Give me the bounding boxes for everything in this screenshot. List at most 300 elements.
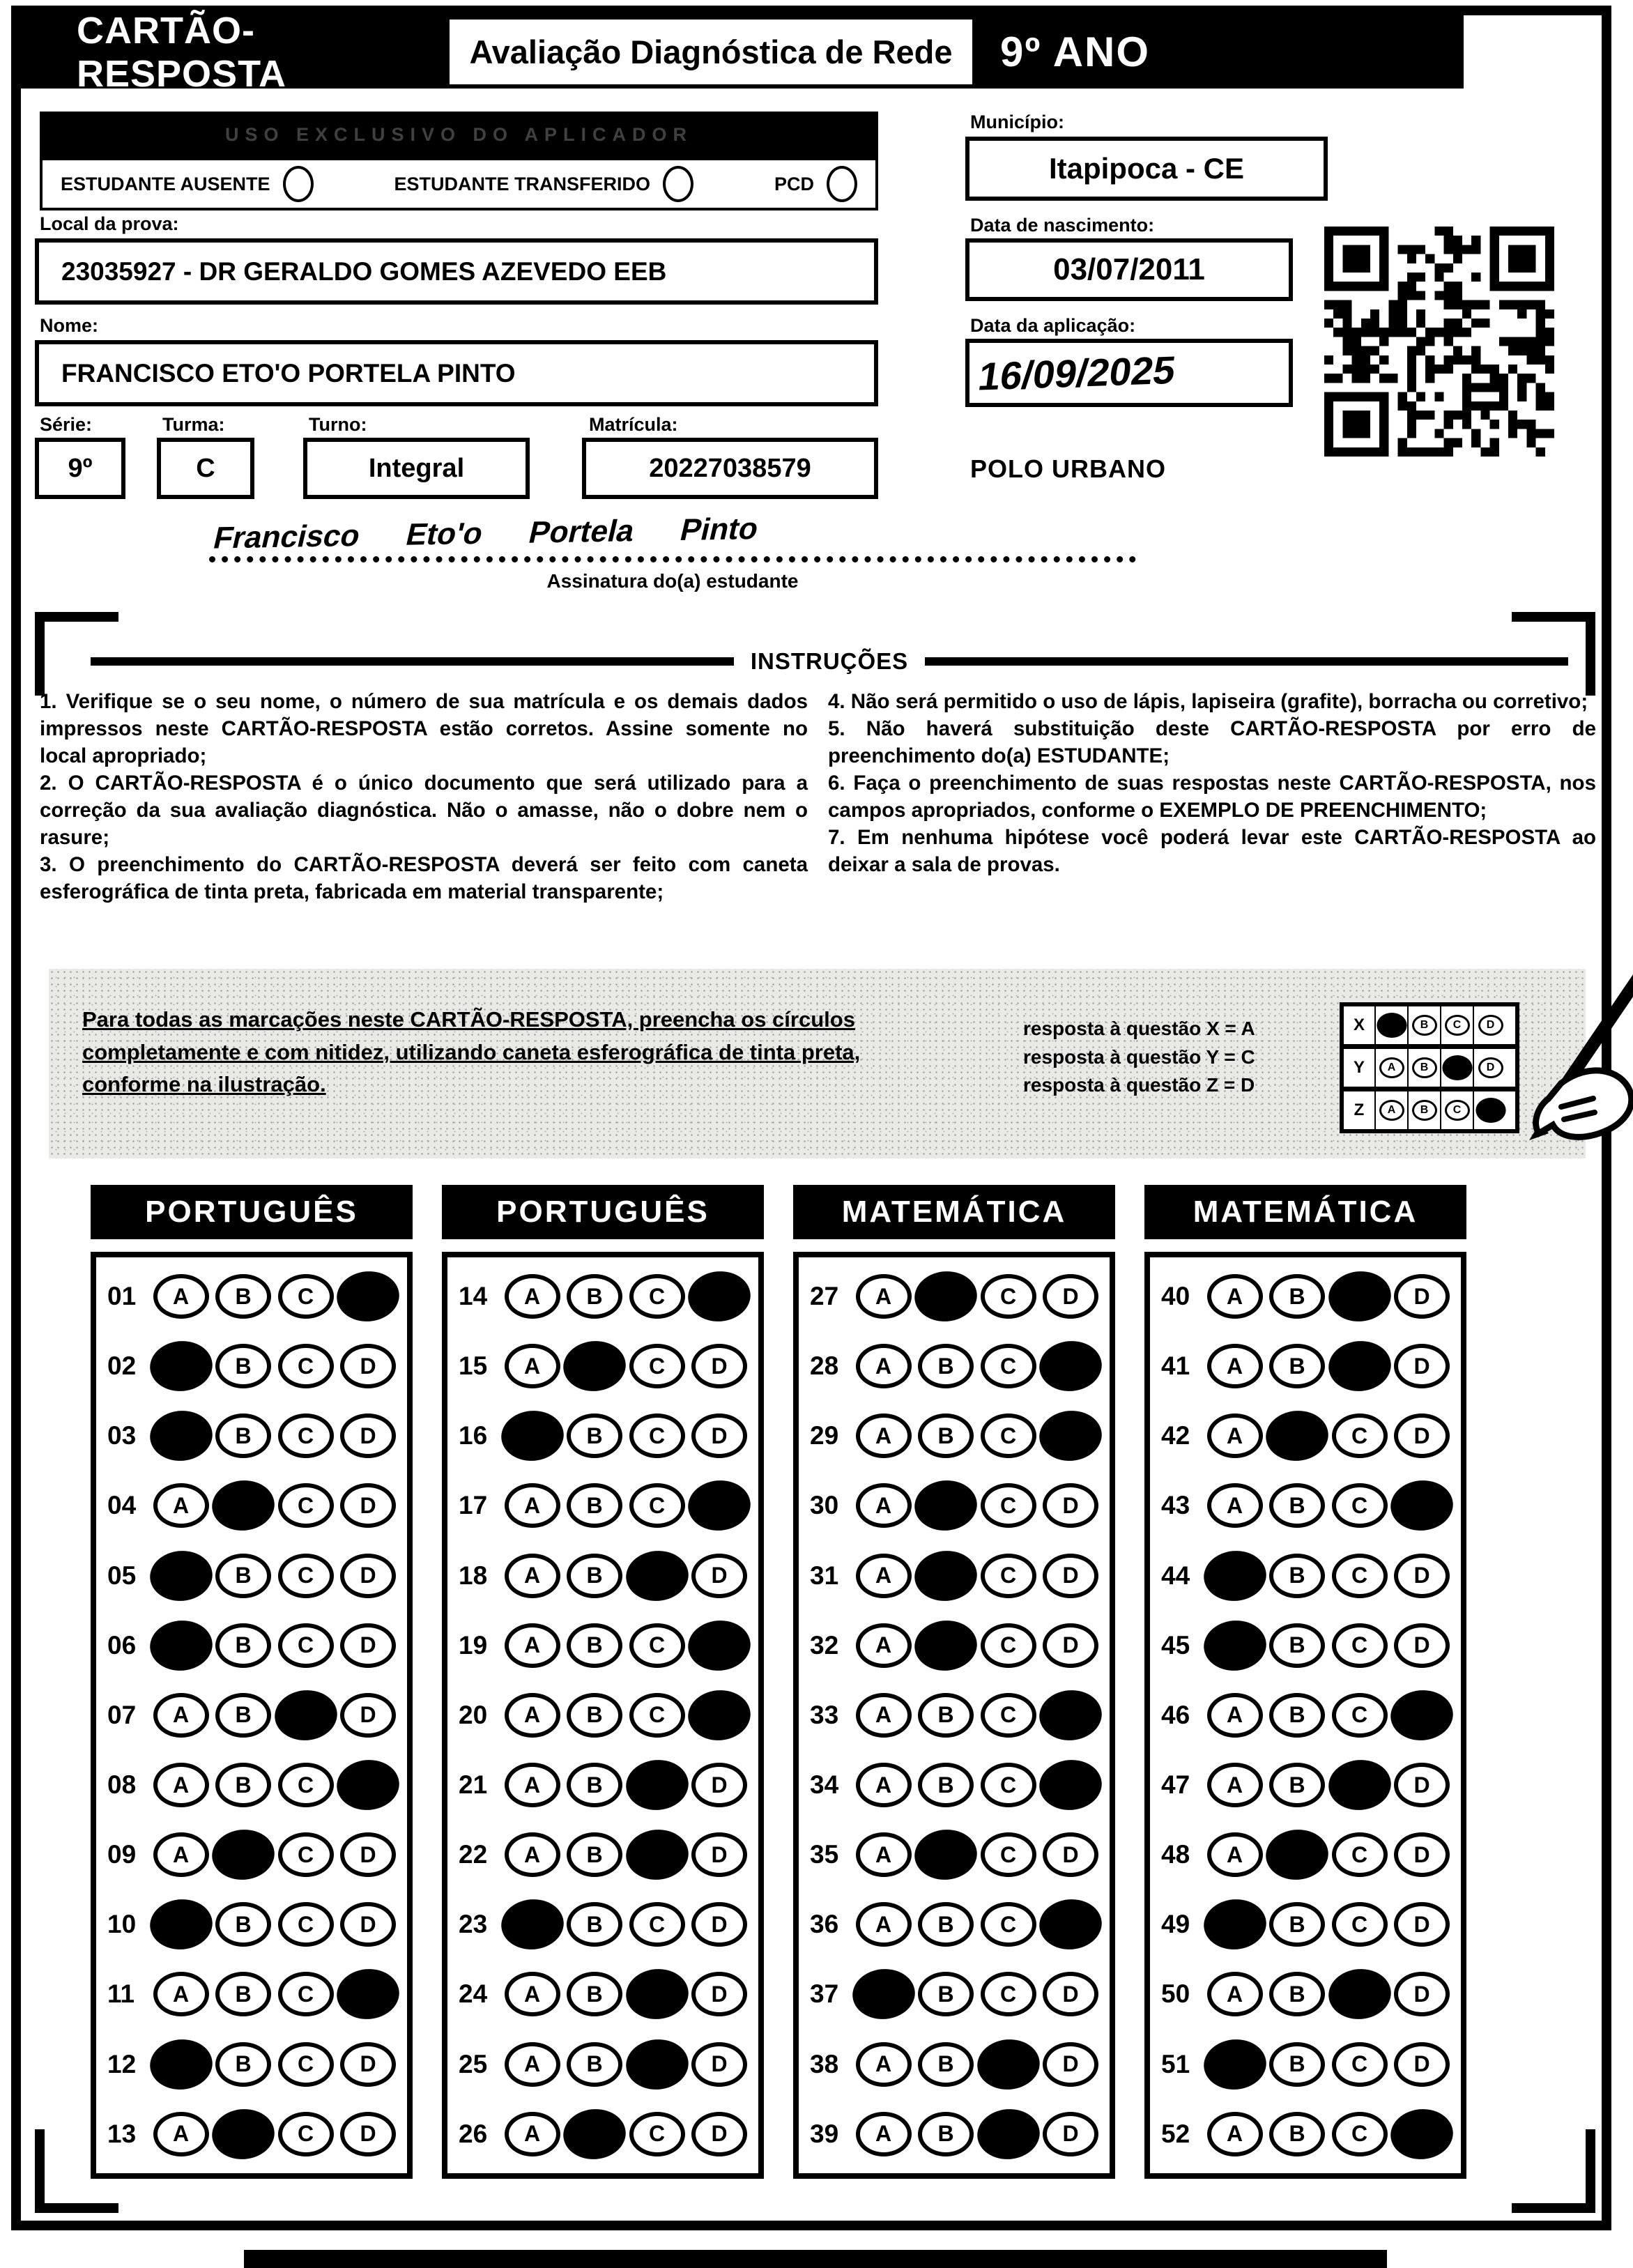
answer-bubble-11-C[interactable]: C xyxy=(278,1972,334,2016)
answer-bubble-42-B[interactable] xyxy=(1264,1409,1331,1464)
instruction-item: 3. O preenchimento do CARTÃO-RESPOSTA deverá ser feito com caneta esferográfica de tinta preta, fabricada em material transparente; xyxy=(40,852,808,903)
answer-bubble-52-B[interactable]: B xyxy=(1269,2112,1325,2156)
answer-bubble-45-C[interactable]: C xyxy=(1332,1623,1388,1668)
question-row-39 xyxy=(810,2112,1098,2156)
answer-bubble-47-A[interactable]: A xyxy=(1207,1763,1263,1807)
answer-bubble-46-C[interactable]: C xyxy=(1332,1693,1388,1738)
answer-bubble-09-B[interactable] xyxy=(210,1828,277,1883)
turma-value: C xyxy=(196,453,215,483)
answer-bubble-35-A[interactable]: A xyxy=(856,1832,912,1877)
question-row-06 xyxy=(107,1623,396,1668)
answer-bubble-42-A[interactable]: A xyxy=(1207,1413,1263,1458)
answer-bubble-28-B[interactable]: B xyxy=(918,1344,974,1388)
answer-bubble-24-B[interactable]: B xyxy=(567,1972,622,2016)
question-number: 26 xyxy=(459,2119,488,2148)
example-bubble-X-C: C xyxy=(1445,1015,1470,1036)
question-number: 08 xyxy=(107,1770,137,1800)
signature-dotted-line xyxy=(209,556,1136,562)
answer-bubble-40-D[interactable]: D xyxy=(1394,1274,1450,1319)
answer-bubble-18-A[interactable]: A xyxy=(505,1554,560,1598)
answer-bubble-26-B[interactable] xyxy=(561,2106,628,2161)
answer-bubble-18-B[interactable]: B xyxy=(567,1554,622,1598)
answer-bubble-19-B[interactable]: B xyxy=(567,1623,622,1668)
answer-bubble-19-D[interactable] xyxy=(686,1618,753,1673)
question-number: 23 xyxy=(459,1910,488,1939)
answer-bubble-41-A[interactable]: A xyxy=(1207,1344,1263,1388)
answer-bubble-08-B[interactable]: B xyxy=(215,1763,271,1807)
answer-bubble-13-B[interactable] xyxy=(210,2106,277,2161)
answer-bubble-49-C[interactable]: C xyxy=(1332,1902,1388,1947)
answer-bubble-10-A[interactable] xyxy=(148,1897,215,1952)
answer-bubble-17-D[interactable] xyxy=(686,1478,753,1533)
answer-bubble-32-A[interactable]: A xyxy=(856,1623,912,1668)
answer-bubble-32-C[interactable]: C xyxy=(981,1623,1036,1668)
answer-bubble-27-B[interactable] xyxy=(912,1269,979,1324)
answer-bubble-27-A[interactable]: A xyxy=(856,1274,912,1319)
answer-bubble-44-C[interactable]: C xyxy=(1332,1554,1388,1598)
answer-bubble-24-D[interactable]: D xyxy=(691,1972,747,2016)
answer-bubble-46-D[interactable] xyxy=(1388,1687,1455,1742)
answer-bubble-31-C[interactable]: C xyxy=(981,1554,1036,1598)
answer-bubble-17-A[interactable]: A xyxy=(505,1483,560,1528)
answer-bubble-47-B[interactable]: B xyxy=(1269,1763,1325,1807)
serie-box xyxy=(35,438,125,499)
answer-bubble-18-C[interactable] xyxy=(624,1548,691,1603)
answer-bubble-30-A[interactable]: A xyxy=(856,1483,912,1528)
question-number: 28 xyxy=(810,1351,839,1381)
answer-bubble-21-B[interactable]: B xyxy=(567,1763,622,1807)
example-bubble-Z-B: B xyxy=(1412,1100,1437,1121)
answer-bubble-51-A[interactable] xyxy=(1202,2037,1268,2092)
answer-bubble-28-A[interactable]: A xyxy=(856,1344,912,1388)
answer-bubble-44-D[interactable]: D xyxy=(1394,1554,1450,1598)
answer-bubble-41-B[interactable]: B xyxy=(1269,1344,1325,1388)
answer-bubble-11-A[interactable]: A xyxy=(153,1972,209,2016)
answer-bubble-20-D[interactable] xyxy=(686,1687,753,1742)
answer-bubble-50-B[interactable]: B xyxy=(1269,1972,1325,2016)
question-row-33 xyxy=(810,1693,1098,1738)
question-row-07 xyxy=(107,1693,396,1738)
serie-value: 9º xyxy=(68,453,93,483)
answer-bubble-49-A[interactable] xyxy=(1202,1897,1268,1952)
answer-bubble-30-C[interactable]: C xyxy=(981,1483,1036,1528)
answer-bubble-25-A[interactable]: A xyxy=(505,2042,560,2087)
answer-bubble-36-C[interactable]: C xyxy=(981,1902,1036,1947)
question-number: 45 xyxy=(1161,1630,1190,1660)
answer-bubble-05-C[interactable]: C xyxy=(278,1554,334,1598)
answer-bubble-09-C[interactable]: C xyxy=(278,1832,334,1877)
municipio-value: Itapipoca - CE xyxy=(1048,152,1245,185)
answer-bubble-40-A[interactable]: A xyxy=(1207,1274,1263,1319)
answer-bubble-50-A[interactable]: A xyxy=(1207,1972,1263,2016)
matricula-value: 20227038579 xyxy=(649,453,811,483)
answer-bubble-07-A[interactable]: A xyxy=(153,1693,209,1738)
question-number: 03 xyxy=(107,1421,137,1450)
question-number: 37 xyxy=(810,1979,839,2009)
answer-bubble-10-B[interactable]: B xyxy=(215,1902,271,1947)
question-row-02 xyxy=(107,1344,396,1388)
answer-bubble-24-A[interactable]: A xyxy=(505,1972,560,2016)
example-bubble-X-A xyxy=(1377,1013,1406,1038)
answer-bubble-03-C[interactable]: C xyxy=(278,1413,334,1458)
answer-bubble-21-C[interactable] xyxy=(624,1757,691,1812)
answer-bubble-50-C[interactable] xyxy=(1326,1967,1393,2022)
answer-bubble-14-C[interactable]: C xyxy=(629,1274,685,1319)
answer-bubble-35-B[interactable] xyxy=(912,1828,979,1883)
answer-bubble-42-D[interactable]: D xyxy=(1394,1413,1450,1458)
question-row-50 xyxy=(1161,1972,1450,2016)
answer-bubble-02-A[interactable] xyxy=(148,1339,215,1394)
question-row-14 xyxy=(459,1274,747,1319)
answer-bubble-03-B[interactable]: B xyxy=(215,1413,271,1458)
data-nascimento-box xyxy=(965,238,1293,301)
answer-bubble-36-B[interactable]: B xyxy=(918,1902,974,1947)
answer-bubble-49-B[interactable]: B xyxy=(1269,1902,1325,1947)
answer-bubble-04-D[interactable]: D xyxy=(340,1483,396,1528)
answer-bubble-51-D[interactable]: D xyxy=(1394,2042,1450,2087)
question-number: 49 xyxy=(1161,1910,1190,1939)
answer-bubble-01-B[interactable]: B xyxy=(215,1274,271,1319)
answer-bubble-03-D[interactable]: D xyxy=(340,1413,396,1458)
answer-bubble-06-B[interactable]: B xyxy=(215,1623,271,1668)
answer-bubble-16-D[interactable]: D xyxy=(691,1413,747,1458)
answer-bubble-22-C[interactable] xyxy=(624,1828,691,1883)
answer-bubble-13-A[interactable]: A xyxy=(153,2112,209,2156)
turma-label: Turma: xyxy=(162,414,225,435)
municipio-box xyxy=(965,137,1328,201)
question-number: 46 xyxy=(1161,1700,1190,1729)
answer-bubble-12-A[interactable] xyxy=(148,2037,215,2092)
applicator-bar xyxy=(40,112,878,158)
question-number: 29 xyxy=(810,1421,839,1450)
answer-bubble-38-D[interactable]: D xyxy=(1043,2042,1098,2087)
question-number: 52 xyxy=(1161,2119,1190,2148)
answer-bubble-10-C[interactable]: C xyxy=(278,1902,334,1947)
answer-bubble-11-B[interactable]: B xyxy=(215,1972,271,2016)
answer-bubble-25-C[interactable] xyxy=(624,2037,691,2092)
answer-bubble-15-D[interactable]: D xyxy=(691,1344,747,1388)
answer-bubble-09-A[interactable]: A xyxy=(153,1832,209,1877)
answer-bubble-51-C[interactable]: C xyxy=(1332,2042,1388,2087)
answer-bubble-08-C[interactable]: C xyxy=(278,1763,334,1807)
answer-bubble-26-A[interactable]: A xyxy=(505,2112,560,2156)
answer-bubble-23-B[interactable]: B xyxy=(567,1902,622,1947)
answer-bubble-39-A[interactable]: A xyxy=(856,2112,912,2156)
answer-bubble-05-B[interactable]: B xyxy=(215,1554,271,1598)
answer-bubble-15-B[interactable] xyxy=(561,1339,628,1394)
question-number: 10 xyxy=(107,1910,137,1939)
turno-label: Turno: xyxy=(309,414,367,435)
answer-bubble-39-D[interactable]: D xyxy=(1043,2112,1098,2156)
answer-bubble-04-B[interactable] xyxy=(210,1478,277,1533)
question-row-23 xyxy=(459,1902,747,1947)
answer-bubble-39-C[interactable] xyxy=(975,2106,1042,2161)
section-header-matematica-1: MATEMÁTICA xyxy=(793,1185,1115,1239)
answer-bubble-29-A[interactable]: A xyxy=(856,1413,912,1458)
answer-bubble-50-D[interactable]: D xyxy=(1394,1972,1450,2016)
answer-bubble-36-D[interactable] xyxy=(1037,1897,1104,1952)
answer-bubble-29-D[interactable] xyxy=(1037,1409,1104,1464)
answer-bubble-47-C[interactable] xyxy=(1326,1757,1393,1812)
answer-bubble-23-D[interactable]: D xyxy=(691,1902,747,1947)
answer-bubble-13-D[interactable]: D xyxy=(340,2112,396,2156)
answer-bubble-46-B[interactable]: B xyxy=(1269,1693,1325,1738)
answer-bubble-03-A[interactable] xyxy=(148,1409,215,1464)
answer-bubble-27-C[interactable]: C xyxy=(981,1274,1036,1319)
answer-bubble-41-D[interactable]: D xyxy=(1394,1344,1450,1388)
question-number: 14 xyxy=(459,1282,488,1311)
question-row-37 xyxy=(810,1972,1098,2016)
question-number: 41 xyxy=(1161,1351,1190,1381)
answer-bubble-35-C[interactable]: C xyxy=(981,1832,1036,1877)
example-cell xyxy=(1376,1006,1409,1044)
question-row-03 xyxy=(107,1413,396,1458)
answer-bubble-15-A[interactable]: A xyxy=(505,1344,560,1388)
answer-bubble-48-C[interactable]: C xyxy=(1332,1832,1388,1877)
question-row-43 xyxy=(1161,1483,1450,1528)
answer-bubble-06-D[interactable]: D xyxy=(340,1623,396,1668)
answer-bubble-52-A[interactable]: A xyxy=(1207,2112,1263,2156)
question-row-38 xyxy=(810,2042,1098,2087)
answer-bubble-27-D[interactable]: D xyxy=(1043,1274,1098,1319)
question-number: 40 xyxy=(1161,1282,1190,1311)
answer-bubble-34-A[interactable]: A xyxy=(856,1763,912,1807)
question-number: 32 xyxy=(810,1630,839,1660)
answer-bubble-23-A[interactable] xyxy=(499,1897,566,1952)
answer-bubble-40-C[interactable] xyxy=(1326,1269,1393,1324)
legend-line: resposta à questão Z = D xyxy=(1023,1074,1255,1096)
example-bubble-Z-C: C xyxy=(1445,1100,1470,1121)
section-header-portugues-1: PORTUGUÊS xyxy=(91,1185,413,1239)
answer-bubble-16-A[interactable] xyxy=(499,1409,566,1464)
answer-bubble-35-D[interactable]: D xyxy=(1043,1832,1098,1877)
answer-bubble-48-D[interactable]: D xyxy=(1394,1832,1450,1877)
question-number: 20 xyxy=(459,1700,488,1729)
answer-bubble-12-D[interactable]: D xyxy=(340,2042,396,2087)
status-label: ESTUDANTE AUSENTE xyxy=(61,173,270,194)
instructions-column-left xyxy=(40,689,808,906)
answer-bubble-01-A[interactable]: A xyxy=(153,1274,209,1319)
answer-bubble-24-C[interactable] xyxy=(624,1967,691,2022)
answer-bubble-29-B[interactable]: B xyxy=(918,1413,974,1458)
answer-bubble-47-D[interactable]: D xyxy=(1394,1763,1450,1807)
answer-bubble-44-A[interactable] xyxy=(1202,1548,1268,1603)
answer-bubble-45-D[interactable]: D xyxy=(1394,1623,1450,1668)
question-number: 51 xyxy=(1161,2049,1190,2078)
answer-bubble-38-A[interactable]: A xyxy=(856,2042,912,2087)
pcd-checkbox[interactable] xyxy=(827,166,857,202)
question-row-18 xyxy=(459,1554,747,1598)
answer-bubble-20-B[interactable]: B xyxy=(567,1693,622,1738)
answer-bubble-42-C[interactable]: C xyxy=(1332,1413,1388,1458)
answer-bubble-06-C[interactable]: C xyxy=(278,1623,334,1668)
answer-bubble-45-A[interactable] xyxy=(1202,1618,1268,1673)
nome-box xyxy=(35,340,878,406)
answer-bubble-01-C[interactable]: C xyxy=(278,1274,334,1319)
answer-bubble-48-A[interactable]: A xyxy=(1207,1832,1263,1877)
answer-bubble-15-C[interactable]: C xyxy=(629,1344,685,1388)
answer-bubble-19-A[interactable]: A xyxy=(505,1623,560,1668)
answer-bubble-05-D[interactable]: D xyxy=(340,1554,396,1598)
answer-bubble-16-C[interactable]: C xyxy=(629,1413,685,1458)
question-row-17 xyxy=(459,1483,747,1528)
answer-bubble-18-D[interactable]: D xyxy=(691,1554,747,1598)
data-nascimento-label: Data de nascimento: xyxy=(970,215,1155,236)
answer-bubble-13-C[interactable]: C xyxy=(278,2112,334,2156)
answer-bubble-32-D[interactable]: D xyxy=(1043,1623,1098,1668)
answer-bubble-19-C[interactable]: C xyxy=(629,1623,685,1668)
answer-bubble-08-A[interactable]: A xyxy=(153,1763,209,1807)
ausente-checkbox[interactable] xyxy=(283,166,314,202)
header-bar xyxy=(21,9,1464,95)
data-nascimento-value: 03/07/2011 xyxy=(1053,252,1205,286)
answer-bubble-21-A[interactable]: A xyxy=(505,1763,560,1807)
answer-bubble-38-C[interactable] xyxy=(975,2037,1042,2092)
answer-bubble-36-A[interactable]: A xyxy=(856,1902,912,1947)
local-da-prova-box xyxy=(35,238,878,305)
answer-bubble-29-C[interactable]: C xyxy=(981,1413,1036,1458)
answer-bubble-34-C[interactable]: C xyxy=(981,1763,1036,1807)
transferido-checkbox[interactable] xyxy=(663,166,693,202)
question-number: 42 xyxy=(1161,1421,1190,1450)
answer-bubble-20-A[interactable]: A xyxy=(505,1693,560,1738)
answer-bubble-37-C[interactable]: C xyxy=(981,1972,1036,2016)
answer-bubble-31-A[interactable]: A xyxy=(856,1554,912,1598)
example-bubble-Y-B: B xyxy=(1412,1057,1437,1078)
question-row-24 xyxy=(459,1972,747,2016)
answer-bubble-33-B[interactable]: B xyxy=(918,1693,974,1738)
answer-bubble-28-C[interactable]: C xyxy=(981,1344,1036,1388)
answer-bubble-07-C[interactable] xyxy=(273,1687,339,1742)
answer-bubble-06-A[interactable] xyxy=(148,1618,215,1673)
answer-bubble-12-C[interactable]: C xyxy=(278,2042,334,2087)
answer-bubble-28-D[interactable] xyxy=(1037,1339,1104,1394)
answer-bubble-43-C[interactable]: C xyxy=(1332,1483,1388,1528)
answer-bubble-40-B[interactable]: B xyxy=(1269,1274,1325,1319)
answer-bubble-09-D[interactable]: D xyxy=(340,1832,396,1877)
local-da-prova-label: Local da prova: xyxy=(40,213,179,234)
answer-bubble-33-C[interactable]: C xyxy=(981,1693,1036,1738)
answer-bubble-51-B[interactable]: B xyxy=(1269,2042,1325,2087)
answer-bubble-04-C[interactable]: C xyxy=(278,1483,334,1528)
answer-bubble-10-D[interactable]: D xyxy=(340,1902,396,1947)
data-aplicacao-box xyxy=(965,339,1293,407)
question-row-27 xyxy=(810,1274,1098,1319)
answer-bubble-20-C[interactable]: C xyxy=(629,1693,685,1738)
answer-bubble-34-D[interactable] xyxy=(1037,1757,1104,1812)
status-pcd xyxy=(774,166,857,202)
answer-bubble-52-D[interactable] xyxy=(1388,2106,1455,2161)
answer-bubble-30-D[interactable]: D xyxy=(1043,1483,1098,1528)
answer-bubble-21-D[interactable]: D xyxy=(691,1763,747,1807)
question-row-22 xyxy=(459,1832,747,1877)
answer-bubble-26-D[interactable]: D xyxy=(691,2112,747,2156)
answer-bubble-14-D[interactable] xyxy=(686,1269,753,1324)
answer-bubble-30-B[interactable] xyxy=(912,1478,979,1533)
answer-bubble-44-B[interactable]: B xyxy=(1269,1554,1325,1598)
answer-bubble-12-B[interactable]: B xyxy=(215,2042,271,2087)
question-row-35 xyxy=(810,1832,1098,1877)
answer-bubble-14-A[interactable]: A xyxy=(505,1274,560,1319)
answer-bubble-34-B[interactable]: B xyxy=(918,1763,974,1807)
answer-bubble-01-D[interactable] xyxy=(335,1269,401,1324)
answer-bubble-37-A[interactable] xyxy=(850,1967,917,2022)
answer-bubble-45-B[interactable]: B xyxy=(1269,1623,1325,1668)
answer-bubble-08-D[interactable] xyxy=(335,1757,401,1812)
answer-bubble-25-D[interactable]: D xyxy=(691,2042,747,2087)
example-row-label: X xyxy=(1344,1006,1376,1044)
answer-bubble-22-D[interactable]: D xyxy=(691,1832,747,1877)
answer-bubble-31-B[interactable] xyxy=(912,1548,979,1603)
answer-bubble-11-D[interactable] xyxy=(335,1967,401,2022)
question-row-01 xyxy=(107,1274,396,1319)
answer-bubble-05-A[interactable] xyxy=(148,1548,215,1603)
answer-bubble-17-C[interactable]: C xyxy=(629,1483,685,1528)
answer-bubble-49-D[interactable]: D xyxy=(1394,1902,1450,1947)
status-estudante-transferido xyxy=(394,166,694,202)
answer-bubble-16-B[interactable]: B xyxy=(567,1413,622,1458)
answer-bubble-48-B[interactable] xyxy=(1264,1828,1331,1883)
question-row-09 xyxy=(107,1832,396,1877)
question-number: 35 xyxy=(810,1840,839,1869)
answer-bubble-14-B[interactable]: B xyxy=(567,1274,622,1319)
answer-bubble-02-C[interactable]: C xyxy=(278,1344,334,1388)
question-number: 19 xyxy=(459,1630,488,1660)
answer-bubble-22-A[interactable]: A xyxy=(505,1832,560,1877)
answer-bubble-37-B[interactable]: B xyxy=(918,1972,974,2016)
question-row-36 xyxy=(810,1902,1098,1947)
question-number: 33 xyxy=(810,1700,839,1729)
example-cell xyxy=(1376,1091,1409,1129)
hand-with-pen-icon xyxy=(1457,958,1633,1167)
answer-bubble-33-A[interactable]: A xyxy=(856,1693,912,1738)
answer-bubble-07-B[interactable]: B xyxy=(215,1693,271,1738)
answer-bubble-32-B[interactable] xyxy=(912,1618,979,1673)
question-number: 24 xyxy=(459,1979,488,2009)
answer-bubble-43-B[interactable]: B xyxy=(1269,1483,1325,1528)
answer-bubble-33-D[interactable] xyxy=(1037,1687,1104,1742)
serie-label: Série: xyxy=(40,414,93,435)
answer-bubble-02-D[interactable]: D xyxy=(340,1344,396,1388)
question-number: 30 xyxy=(810,1491,839,1520)
answer-bubble-39-B[interactable]: B xyxy=(918,2112,974,2156)
question-number: 38 xyxy=(810,2049,839,2078)
answer-bubble-41-C[interactable] xyxy=(1326,1339,1393,1394)
local-da-prova-value: 23035927 - DR GERALDO GOMES AZEVEDO EEB xyxy=(61,256,667,286)
answer-bubble-07-D[interactable]: D xyxy=(340,1693,396,1738)
answer-bubble-52-C[interactable]: C xyxy=(1332,2112,1388,2156)
answer-bubble-02-B[interactable]: B xyxy=(215,1344,271,1388)
answer-bubble-31-D[interactable]: D xyxy=(1043,1554,1098,1598)
answer-bubble-46-A[interactable]: A xyxy=(1207,1693,1263,1738)
answer-bubble-43-A[interactable]: A xyxy=(1207,1483,1263,1528)
question-row-51 xyxy=(1161,2042,1450,2087)
answer-bubble-37-D[interactable]: D xyxy=(1043,1972,1098,2016)
answer-bubble-43-D[interactable] xyxy=(1388,1478,1455,1533)
question-number: 02 xyxy=(107,1351,137,1381)
status-estudante-ausente xyxy=(61,166,314,202)
question-number: 12 xyxy=(107,2049,137,2078)
answer-bubble-26-C[interactable]: C xyxy=(629,2112,685,2156)
answer-bubble-23-C[interactable]: C xyxy=(629,1902,685,1947)
answer-bubble-04-A[interactable]: A xyxy=(153,1483,209,1528)
example-cell xyxy=(1376,1049,1409,1087)
question-row-32 xyxy=(810,1623,1098,1668)
answer-bubble-25-B[interactable]: B xyxy=(567,2042,622,2087)
answer-bubble-17-B[interactable]: B xyxy=(567,1483,622,1528)
answer-bubble-38-B[interactable]: B xyxy=(918,2042,974,2087)
answer-bubble-22-B[interactable]: B xyxy=(567,1832,622,1877)
